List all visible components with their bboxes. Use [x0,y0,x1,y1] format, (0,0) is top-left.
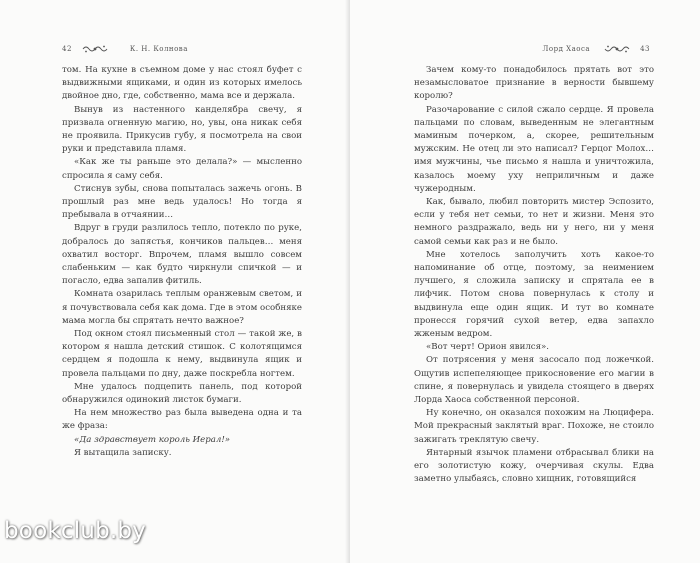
paragraph: Под окном стоял письменный стол — такой же, в котором я нашла детский стишок. С колотящимся сердцем я подошла к нему, выдвинула ящик и провела пальцами по дну, даже поскребла ногтем. [62,329,302,379]
paragraph: Ну конечно, он оказался похожим на Люцифера. Мой прекрасный заклятый враг. Похоже, не стоило зажигать треклятую свечу. [414,408,654,445]
paragraph: том. На кухне в съемном доме у нас стоял буфет с выдвижными ящиками, и один из которых имелось двойное дно, где, собственно, мама все и держала. [62,65,302,102]
paragraph: На нем множество раз была выведена одна и та же фраза: [62,408,302,432]
paragraph: Разочарование с силой сжало сердце. Я провела пальцами по словам, выведенным не элегантным маминым почерком, а, скорее, решительным мужским. Не отец ли это написал? Герцог Молох… имя мужчины, чье письмо я нашла и уничтожила, казалось моему уху неприличным и даже чужеродным. [414,104,654,194]
paragraph: Комната озарилась теплым оранжевым светом, и я почувствовала себя как дома. Где в этом особняке мама могла бы спрятать нечто важное? [62,289,302,326]
paragraph: Я вытащила записку. [74,447,172,458]
paragraph: Мне хотелось заполучить хоть какое-то напоминание об отце, поэтому, за неимением лучшего, я сложила записку и спрятала ее в лифчик. Потом снова повернулась к столу и выдвинула еще один ящик. И тут во комнате пронесся горячий сухой ветер, едва запахло жженым ведром. [414,249,654,340]
page-number-right: 43 [640,45,650,53]
paragraph: Янтарный язычок пламени отбрасывал блики на его золотистую кожу, очерчивая скулы. Едва заметно улыбаясь, словно хищник, готовящийся [414,447,654,485]
right-page-header [414,42,650,56]
watermark-logo: bookclub.by [4,518,146,544]
paragraph: Стиснув зубы, снова попыталась зажечь огонь. В прошлый раз мне ведь удалось! Но тогда я пребывала в отчаянии… [62,183,302,221]
paragraph: «Вот черт! Орион явился». [426,342,550,353]
right-page [350,0,700,563]
paragraph: Мне удалось подцепить панель, под которой обнаружился одинокий листок бумаги. [62,381,302,406]
page-number-left: 42 [62,45,72,53]
ornament-icon [604,44,630,54]
paragraph: Как, бывало, любил повторить мистер Эспозито, если у тебя нет семьи, то нет и жизни. Меня это немного раздражало, ведь ни у него, ни у меня самой семьи как раз и не было. [414,197,654,247]
paragraph: От потрясения у меня засосало под ложечкой. Ощутив испепеляющее прикосновение его магии в спине, я повернулась и увидела стоящего в дверях Лорда Хаоса собственной персоной. [414,355,654,406]
paragraph: «Да здравствует король Иерал!» [74,434,231,445]
left-page-header [62,42,300,56]
paragraph: Зачем кому-то понадобилось прятать вот это незамысловатое признание в верности бывшему королю? [414,65,654,102]
left-page-body [62,64,302,460]
paragraph: Вдруг в груди разлилось тепло, потекло по руке, добралось до запястья, кончиков пальцев… меня охватил восторг. Впрочем, пламя вышло совсем слабеньким — как будто чиркнули спичкой — и погасло, едва запалив фитиль. [62,223,302,287]
paragraph: Вынув из настенного канделябра свечу, я призвала огненную магию, но, увы, она никак себя не проявила. Прикусив губу, я посмотрела на свои руки и представила пламя. [62,104,302,155]
running-head-author: К. Н. Колнова [129,45,188,53]
right-page-body [414,64,654,487]
ornament-icon [82,44,108,54]
running-head-title: Лорд Хаоса [542,45,591,53]
paragraph: «Как же ты раньше это делала?» — мысленно спросила я саму себя. [62,157,302,181]
